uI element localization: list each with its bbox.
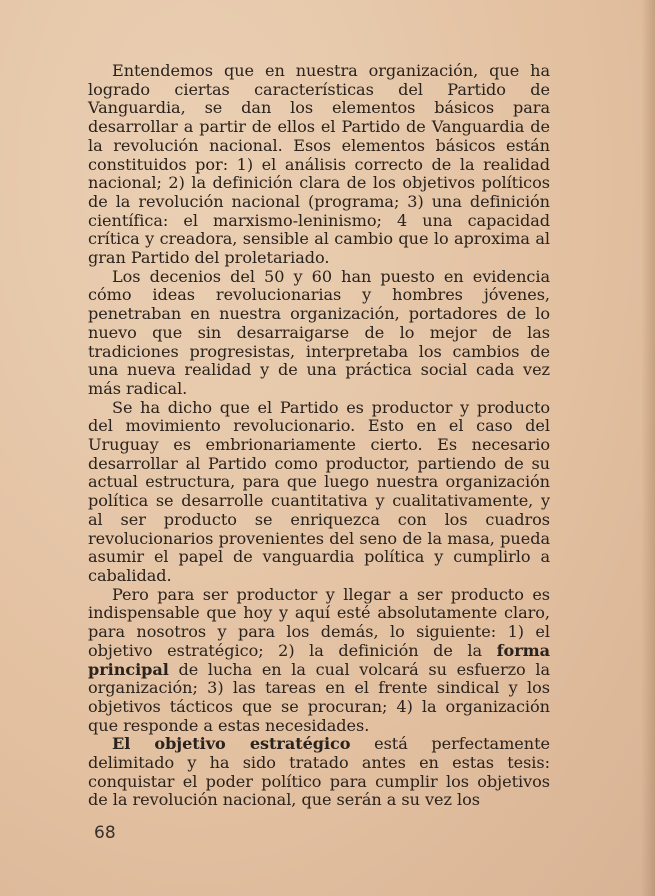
page-edge-shadow <box>641 0 655 896</box>
paragraph-text: Se ha dicho que el Partido es productor y producto del movimiento revolucionario. Esto en el caso del Uruguay es embrionariamente cierto. Es necesario desarrollar al Partido como productor, partiendo de su actual estructura, para que luego nuestra organización política se desarrolle cuantitativa y cualitativamente, y al ser producto se enriquezca con los cuadros revolucionarios provenientes del seno de la masa, pueda asumir el papel de vanguardia política y cumplirlo a cabalidad. <box>88 397 550 585</box>
paragraph-text: está perfectamente delimitado y ha sido tratado antes en estas tesis: conquistar el poder político para cumplir los objetivos de la revolución nacional, que serán a su vez los <box>88 734 550 810</box>
paragraph-3 <box>88 399 550 586</box>
bold-term-forma-principal: forma principal <box>88 640 550 679</box>
paragraph-text: Los decenios del 50 y 60 han puesto en evidencia cómo ideas revolucionarias y hombres jóvenes, penetraban en nuestra organización, portadores de lo nuevo que sin desarraigarse de lo mejor de las tradiciones progresistas, interpretaba los cambios de una nueva realidad y de una práctica social cada vez más radical. <box>88 266 550 398</box>
paragraph-1 <box>88 62 550 268</box>
page-number: 68 <box>94 823 116 843</box>
page-text <box>88 62 550 810</box>
paragraph-2 <box>88 268 550 399</box>
paragraph-4 <box>88 586 550 736</box>
paragraph-text: de lucha en la cual volcará su esfuerzo la organización; 3) las tareas en el frente sindical y los objetivos tácticos que se procuran; 4) la organización que responde a estas necesidades. <box>88 659 550 735</box>
bold-term-objetivo-estrategico: El objetivo estratégico <box>112 734 351 754</box>
paragraph-text: Entendemos que en nuestra organización, que ha logrado ciertas características del Partido de Vanguardia, se dan los elementos básicos para desarrollar a partir de ellos el Partido de Vanguardia de la revolución nacional. Esos elementos básicos están constituidos por: 1) el análisis correcto de la realidad nacional; 2) la definición clara de los objetivos políticos de la revolución nacional (programa; 3) una definición científica: el marxismo-leninismo; 4 una capacidad crítica y creadora, sensible al cambio que lo aproxima al gran Partido del proletariado. <box>88 61 550 268</box>
paragraph-text: Pero para ser productor y llegar a ser producto es indispensable que hoy y aquí esté absolutamente claro, para nosotros y para los demás, lo siguiente: 1) el objetivo estratégico; 2) la definición de la <box>88 584 550 660</box>
paragraph-5 <box>88 735 550 810</box>
